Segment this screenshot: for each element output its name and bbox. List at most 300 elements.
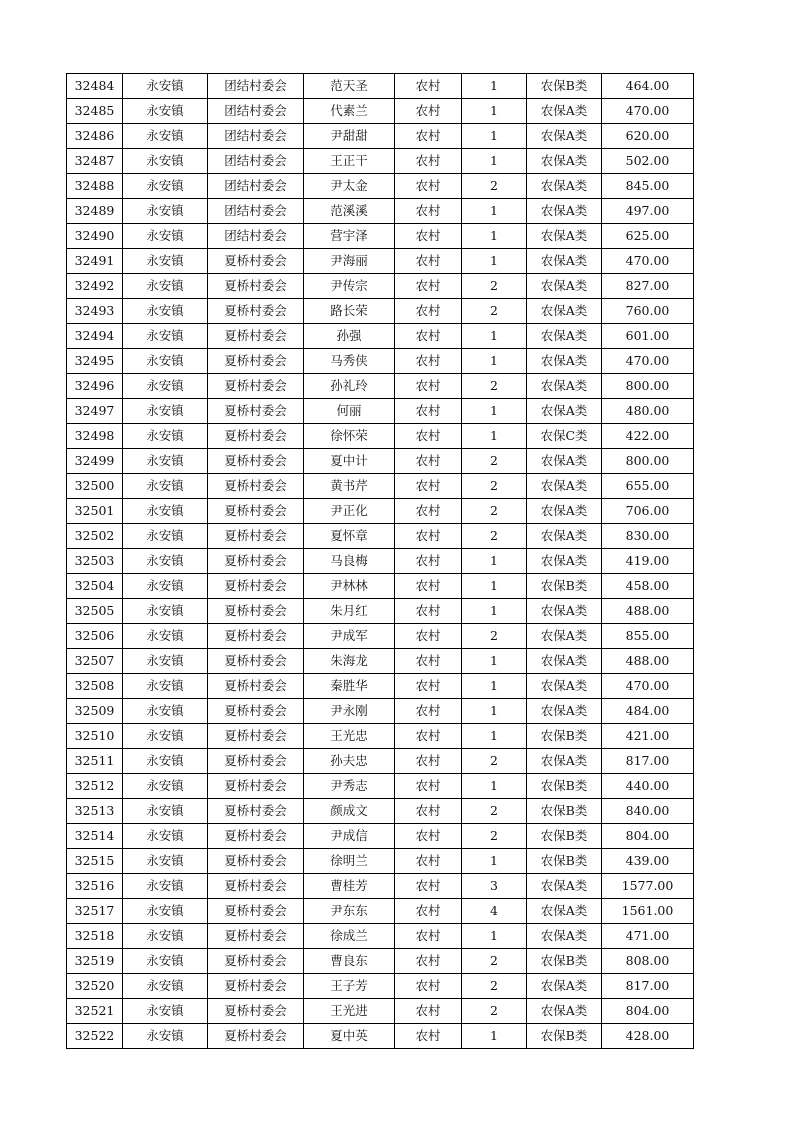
- cell-village: 团结村委会: [208, 74, 304, 99]
- cell-town: 永安镇: [123, 449, 208, 474]
- cell-town: 永安镇: [123, 549, 208, 574]
- cell-id: 32497: [67, 399, 123, 424]
- cell-village: 夏桥村委会: [208, 849, 304, 874]
- table-row: [67, 999, 694, 1024]
- cell-name: 路长荣: [304, 299, 395, 324]
- cell-members: 2: [462, 624, 527, 649]
- cell-village: 夏桥村委会: [208, 599, 304, 624]
- cell-members: 1: [462, 849, 527, 874]
- cell-category: 农保B类: [527, 774, 602, 799]
- cell-amount: 808.00: [602, 949, 694, 974]
- cell-town: 永安镇: [123, 274, 208, 299]
- cell-town: 永安镇: [123, 899, 208, 924]
- cell-id: 32494: [67, 324, 123, 349]
- cell-amount: 817.00: [602, 974, 694, 999]
- cell-name: 尹林林: [304, 574, 395, 599]
- table-row: [67, 724, 694, 749]
- cell-members: 1: [462, 699, 527, 724]
- cell-amount: 458.00: [602, 574, 694, 599]
- cell-area: 农村: [395, 849, 462, 874]
- cell-category: 农保B类: [527, 799, 602, 824]
- cell-members: 1: [462, 674, 527, 699]
- cell-id: 32500: [67, 474, 123, 499]
- cell-village: 夏桥村委会: [208, 374, 304, 399]
- cell-members: 2: [462, 499, 527, 524]
- cell-category: 农保A类: [527, 249, 602, 274]
- cell-amount: 488.00: [602, 649, 694, 674]
- cell-town: 永安镇: [123, 199, 208, 224]
- cell-members: 2: [462, 174, 527, 199]
- cell-village: 夏桥村委会: [208, 424, 304, 449]
- cell-category: 农保A类: [527, 999, 602, 1024]
- table-row: [67, 274, 694, 299]
- cell-village: 夏桥村委会: [208, 449, 304, 474]
- cell-area: 农村: [395, 124, 462, 149]
- cell-amount: 804.00: [602, 824, 694, 849]
- cell-category: 农保B类: [527, 74, 602, 99]
- cell-id: 32486: [67, 124, 123, 149]
- cell-id: 32506: [67, 624, 123, 649]
- table-row: [67, 324, 694, 349]
- cell-name: 王光进: [304, 999, 395, 1024]
- cell-id: 32498: [67, 424, 123, 449]
- table-row: [67, 349, 694, 374]
- cell-amount: 855.00: [602, 624, 694, 649]
- cell-village: 夏桥村委会: [208, 499, 304, 524]
- cell-town: 永安镇: [123, 224, 208, 249]
- cell-members: 1: [462, 99, 527, 124]
- cell-town: 永安镇: [123, 499, 208, 524]
- table-row: [67, 249, 694, 274]
- cell-amount: 655.00: [602, 474, 694, 499]
- cell-amount: 488.00: [602, 599, 694, 624]
- cell-id: 32485: [67, 99, 123, 124]
- cell-id: 32495: [67, 349, 123, 374]
- table-row: [67, 74, 694, 99]
- cell-area: 农村: [395, 1024, 462, 1049]
- cell-category: 农保A类: [527, 899, 602, 924]
- cell-amount: 419.00: [602, 549, 694, 574]
- table-row: [67, 899, 694, 924]
- cell-category: 农保A类: [527, 199, 602, 224]
- cell-id: 32519: [67, 949, 123, 974]
- cell-village: 夏桥村委会: [208, 249, 304, 274]
- table-row: [67, 549, 694, 574]
- cell-town: 永安镇: [123, 474, 208, 499]
- cell-village: 夏桥村委会: [208, 574, 304, 599]
- cell-name: 尹成军: [304, 624, 395, 649]
- cell-members: 4: [462, 899, 527, 924]
- cell-village: 夏桥村委会: [208, 699, 304, 724]
- cell-category: 农保A类: [527, 224, 602, 249]
- cell-members: 2: [462, 274, 527, 299]
- cell-area: 农村: [395, 724, 462, 749]
- cell-members: 1: [462, 149, 527, 174]
- cell-area: 农村: [395, 224, 462, 249]
- cell-name: 夏中英: [304, 1024, 395, 1049]
- data-table: [66, 73, 694, 1049]
- cell-category: 农保B类: [527, 574, 602, 599]
- cell-area: 农村: [395, 274, 462, 299]
- table-row: [67, 474, 694, 499]
- cell-id: 32514: [67, 824, 123, 849]
- cell-amount: 497.00: [602, 199, 694, 224]
- cell-town: 永安镇: [123, 949, 208, 974]
- cell-id: 32510: [67, 724, 123, 749]
- cell-amount: 800.00: [602, 374, 694, 399]
- cell-members: 2: [462, 474, 527, 499]
- cell-category: 农保A类: [527, 874, 602, 899]
- cell-name: 尹传宗: [304, 274, 395, 299]
- cell-town: 永安镇: [123, 349, 208, 374]
- cell-id: 32502: [67, 524, 123, 549]
- cell-category: 农保A类: [527, 349, 602, 374]
- cell-members: 1: [462, 249, 527, 274]
- cell-amount: 471.00: [602, 924, 694, 949]
- cell-id: 32509: [67, 699, 123, 724]
- cell-amount: 428.00: [602, 1024, 694, 1049]
- cell-amount: 620.00: [602, 124, 694, 149]
- cell-id: 32511: [67, 749, 123, 774]
- cell-category: 农保A类: [527, 599, 602, 624]
- cell-id: 32520: [67, 974, 123, 999]
- cell-area: 农村: [395, 749, 462, 774]
- cell-id: 32508: [67, 674, 123, 699]
- cell-town: 永安镇: [123, 649, 208, 674]
- cell-area: 农村: [395, 449, 462, 474]
- cell-members: 1: [462, 199, 527, 224]
- table-row: [67, 99, 694, 124]
- cell-area: 农村: [395, 299, 462, 324]
- cell-town: 永安镇: [123, 599, 208, 624]
- cell-name: 曹桂芳: [304, 874, 395, 899]
- cell-amount: 601.00: [602, 324, 694, 349]
- cell-town: 永安镇: [123, 424, 208, 449]
- table-row: [67, 199, 694, 224]
- cell-members: 2: [462, 449, 527, 474]
- cell-amount: 484.00: [602, 699, 694, 724]
- cell-village: 夏桥村委会: [208, 924, 304, 949]
- cell-name: 颜成文: [304, 799, 395, 824]
- cell-amount: 827.00: [602, 274, 694, 299]
- cell-town: 永安镇: [123, 774, 208, 799]
- cell-area: 农村: [395, 549, 462, 574]
- cell-town: 永安镇: [123, 624, 208, 649]
- cell-name: 尹正化: [304, 499, 395, 524]
- cell-name: 秦胜华: [304, 674, 395, 699]
- cell-name: 黄书芹: [304, 474, 395, 499]
- cell-village: 夏桥村委会: [208, 299, 304, 324]
- cell-amount: 470.00: [602, 674, 694, 699]
- cell-village: 夏桥村委会: [208, 974, 304, 999]
- cell-category: 农保A类: [527, 399, 602, 424]
- cell-town: 永安镇: [123, 999, 208, 1024]
- cell-name: 孙夫忠: [304, 749, 395, 774]
- table-body: [67, 74, 694, 1049]
- cell-name: 尹太金: [304, 174, 395, 199]
- cell-area: 农村: [395, 374, 462, 399]
- cell-members: 1: [462, 649, 527, 674]
- cell-area: 农村: [395, 524, 462, 549]
- cell-name: 徐明兰: [304, 849, 395, 874]
- cell-category: 农保A类: [527, 474, 602, 499]
- cell-members: 2: [462, 824, 527, 849]
- cell-village: 夏桥村委会: [208, 674, 304, 699]
- table-row: [67, 174, 694, 199]
- cell-village: 团结村委会: [208, 149, 304, 174]
- cell-amount: 1561.00: [602, 899, 694, 924]
- table-row: [67, 499, 694, 524]
- cell-village: 夏桥村委会: [208, 874, 304, 899]
- cell-name: 尹秀志: [304, 774, 395, 799]
- cell-name: 王子芳: [304, 974, 395, 999]
- cell-area: 农村: [395, 174, 462, 199]
- cell-members: 1: [462, 224, 527, 249]
- cell-area: 农村: [395, 949, 462, 974]
- cell-area: 农村: [395, 249, 462, 274]
- cell-area: 农村: [395, 674, 462, 699]
- cell-id: 32484: [67, 74, 123, 99]
- cell-id: 32488: [67, 174, 123, 199]
- cell-members: 1: [462, 424, 527, 449]
- table-row: [67, 799, 694, 824]
- cell-amount: 817.00: [602, 749, 694, 774]
- cell-town: 永安镇: [123, 724, 208, 749]
- cell-members: 1: [462, 74, 527, 99]
- table-row: [67, 399, 694, 424]
- cell-members: 1: [462, 124, 527, 149]
- cell-id: 32515: [67, 849, 123, 874]
- cell-area: 农村: [395, 699, 462, 724]
- cell-amount: 625.00: [602, 224, 694, 249]
- cell-village: 团结村委会: [208, 174, 304, 199]
- cell-name: 尹海丽: [304, 249, 395, 274]
- cell-category: 农保A类: [527, 624, 602, 649]
- cell-amount: 470.00: [602, 349, 694, 374]
- cell-area: 农村: [395, 349, 462, 374]
- cell-village: 夏桥村委会: [208, 549, 304, 574]
- cell-category: 农保B类: [527, 949, 602, 974]
- cell-members: 2: [462, 949, 527, 974]
- cell-category: 农保A类: [527, 549, 602, 574]
- cell-village: 夏桥村委会: [208, 649, 304, 674]
- cell-village: 团结村委会: [208, 124, 304, 149]
- table-row: [67, 424, 694, 449]
- cell-category: 农保B类: [527, 824, 602, 849]
- table-row: [67, 974, 694, 999]
- cell-members: 1: [462, 724, 527, 749]
- cell-town: 永安镇: [123, 974, 208, 999]
- cell-category: 农保A类: [527, 499, 602, 524]
- cell-village: 夏桥村委会: [208, 724, 304, 749]
- cell-category: 农保A类: [527, 99, 602, 124]
- cell-members: 3: [462, 874, 527, 899]
- cell-area: 农村: [395, 774, 462, 799]
- cell-village: 夏桥村委会: [208, 999, 304, 1024]
- cell-category: 农保B类: [527, 849, 602, 874]
- cell-members: 2: [462, 974, 527, 999]
- cell-members: 2: [462, 749, 527, 774]
- cell-area: 农村: [395, 599, 462, 624]
- cell-category: 农保B类: [527, 1024, 602, 1049]
- cell-village: 夏桥村委会: [208, 824, 304, 849]
- cell-amount: 439.00: [602, 849, 694, 874]
- cell-name: 范溪溪: [304, 199, 395, 224]
- cell-town: 永安镇: [123, 574, 208, 599]
- cell-area: 农村: [395, 199, 462, 224]
- cell-name: 夏中计: [304, 449, 395, 474]
- cell-members: 1: [462, 349, 527, 374]
- cell-town: 永安镇: [123, 699, 208, 724]
- cell-area: 农村: [395, 324, 462, 349]
- cell-town: 永安镇: [123, 1024, 208, 1049]
- cell-town: 永安镇: [123, 799, 208, 824]
- cell-members: 1: [462, 774, 527, 799]
- cell-village: 夏桥村委会: [208, 799, 304, 824]
- cell-id: 32492: [67, 274, 123, 299]
- cell-area: 农村: [395, 874, 462, 899]
- cell-id: 32489: [67, 199, 123, 224]
- cell-village: 夏桥村委会: [208, 899, 304, 924]
- cell-members: 1: [462, 574, 527, 599]
- cell-members: 2: [462, 799, 527, 824]
- cell-id: 32487: [67, 149, 123, 174]
- cell-area: 农村: [395, 424, 462, 449]
- cell-name: 王光忠: [304, 724, 395, 749]
- table-row: [67, 124, 694, 149]
- cell-amount: 470.00: [602, 249, 694, 274]
- cell-town: 永安镇: [123, 849, 208, 874]
- cell-area: 农村: [395, 899, 462, 924]
- cell-id: 32504: [67, 574, 123, 599]
- cell-category: 农保A类: [527, 674, 602, 699]
- cell-village: 团结村委会: [208, 99, 304, 124]
- cell-members: 2: [462, 999, 527, 1024]
- cell-amount: 422.00: [602, 424, 694, 449]
- cell-town: 永安镇: [123, 524, 208, 549]
- cell-town: 永安镇: [123, 124, 208, 149]
- cell-category: 农保A类: [527, 924, 602, 949]
- cell-category: 农保A类: [527, 974, 602, 999]
- cell-village: 夏桥村委会: [208, 349, 304, 374]
- cell-members: 1: [462, 399, 527, 424]
- cell-village: 夏桥村委会: [208, 1024, 304, 1049]
- cell-name: 王正干: [304, 149, 395, 174]
- cell-members: 1: [462, 549, 527, 574]
- cell-name: 夏怀章: [304, 524, 395, 549]
- cell-id: 32491: [67, 249, 123, 274]
- cell-town: 永安镇: [123, 749, 208, 774]
- cell-category: 农保A类: [527, 149, 602, 174]
- table-row: [67, 374, 694, 399]
- table-row: [67, 849, 694, 874]
- cell-id: 32503: [67, 549, 123, 574]
- cell-category: 农保A类: [527, 524, 602, 549]
- cell-area: 农村: [395, 574, 462, 599]
- cell-town: 永安镇: [123, 674, 208, 699]
- cell-name: 孙礼玲: [304, 374, 395, 399]
- cell-area: 农村: [395, 799, 462, 824]
- table-row: [67, 924, 694, 949]
- cell-village: 夏桥村委会: [208, 524, 304, 549]
- cell-area: 农村: [395, 624, 462, 649]
- cell-village: 夏桥村委会: [208, 949, 304, 974]
- cell-id: 32490: [67, 224, 123, 249]
- cell-village: 夏桥村委会: [208, 399, 304, 424]
- cell-town: 永安镇: [123, 149, 208, 174]
- cell-id: 32499: [67, 449, 123, 474]
- cell-town: 永安镇: [123, 324, 208, 349]
- cell-area: 农村: [395, 999, 462, 1024]
- table-row: [67, 149, 694, 174]
- cell-category: 农保A类: [527, 649, 602, 674]
- cell-village: 夏桥村委会: [208, 624, 304, 649]
- table-row: [67, 949, 694, 974]
- cell-amount: 1577.00: [602, 874, 694, 899]
- cell-area: 农村: [395, 99, 462, 124]
- cell-members: 1: [462, 599, 527, 624]
- cell-members: 2: [462, 524, 527, 549]
- cell-amount: 440.00: [602, 774, 694, 799]
- cell-name: 尹东东: [304, 899, 395, 924]
- cell-area: 农村: [395, 474, 462, 499]
- cell-name: 马良梅: [304, 549, 395, 574]
- cell-name: 徐成兰: [304, 924, 395, 949]
- cell-amount: 480.00: [602, 399, 694, 424]
- cell-town: 永安镇: [123, 99, 208, 124]
- cell-category: 农保A类: [527, 449, 602, 474]
- cell-amount: 830.00: [602, 524, 694, 549]
- cell-name: 曹良东: [304, 949, 395, 974]
- cell-id: 32513: [67, 799, 123, 824]
- cell-category: 农保A类: [527, 324, 602, 349]
- cell-id: 32517: [67, 899, 123, 924]
- cell-town: 永安镇: [123, 924, 208, 949]
- cell-amount: 502.00: [602, 149, 694, 174]
- table-row: [67, 749, 694, 774]
- table-row: [67, 624, 694, 649]
- cell-id: 32518: [67, 924, 123, 949]
- cell-town: 永安镇: [123, 399, 208, 424]
- cell-id: 32496: [67, 374, 123, 399]
- cell-members: 1: [462, 1024, 527, 1049]
- cell-area: 农村: [395, 974, 462, 999]
- table-row: [67, 224, 694, 249]
- cell-id: 32512: [67, 774, 123, 799]
- cell-area: 农村: [395, 924, 462, 949]
- cell-name: 马秀侠: [304, 349, 395, 374]
- cell-members: 1: [462, 324, 527, 349]
- cell-town: 永安镇: [123, 824, 208, 849]
- cell-area: 农村: [395, 399, 462, 424]
- cell-name: 尹甜甜: [304, 124, 395, 149]
- table-row: [67, 599, 694, 624]
- cell-name: 营宇泽: [304, 224, 395, 249]
- cell-town: 永安镇: [123, 74, 208, 99]
- cell-name: 尹成信: [304, 824, 395, 849]
- cell-amount: 800.00: [602, 449, 694, 474]
- cell-village: 夏桥村委会: [208, 274, 304, 299]
- cell-id: 32501: [67, 499, 123, 524]
- cell-area: 农村: [395, 149, 462, 174]
- table-row: [67, 574, 694, 599]
- cell-name: 代素兰: [304, 99, 395, 124]
- cell-area: 农村: [395, 74, 462, 99]
- cell-name: 何丽: [304, 399, 395, 424]
- cell-village: 夏桥村委会: [208, 324, 304, 349]
- table-row: [67, 874, 694, 899]
- cell-category: 农保A类: [527, 124, 602, 149]
